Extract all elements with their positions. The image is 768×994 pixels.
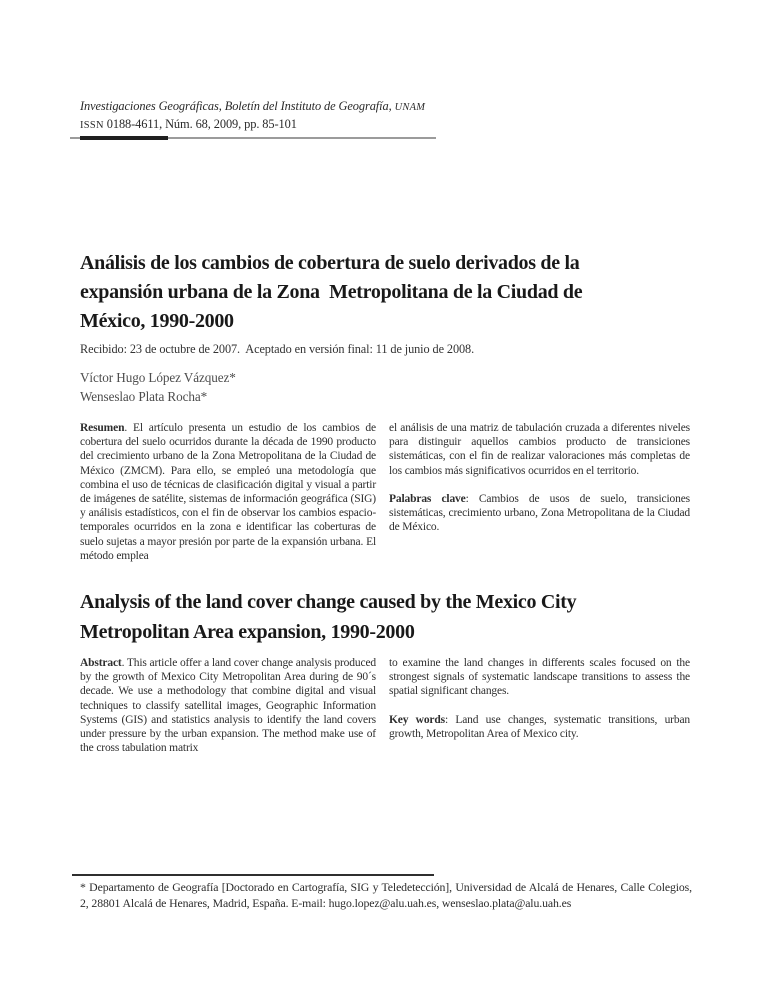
- palabras-clave-label: Palabras clave: [389, 492, 466, 505]
- english-abstract-paragraph: [80, 656, 376, 755]
- affiliation-footnote: * Departamento de Geografía [Doctorado en Cartografía, SIG y Teledetección], Universidad de Alcalá de Henares, Calle Colegios, 2, 28801 Alcalá de Henares, Madrid, España. E-mail: hugo.lopez@alu.uah.es, wenseslao.plata@alu.uah.es: [80, 880, 692, 910]
- spanish-abstract-column-right: [389, 421, 690, 563]
- spanish-keywords: [389, 492, 690, 535]
- abstract-label: Abstract: [80, 657, 122, 669]
- spanish-abstract: [80, 421, 690, 563]
- header-rule: [70, 137, 436, 139]
- palabras-clave-text: : Cambios de usos de suelo, transiciones sistemáticas, crecimiento urbano, Zona Metropolitana de la Ciudad de México.: [389, 492, 691, 534]
- english-title-line-2: Metropolitan Area expansion, 1990-2000: [80, 621, 415, 643]
- journal-org: UNAM: [394, 102, 426, 113]
- english-abstract-column-right: [389, 656, 690, 755]
- author-1: Víctor Hugo López Vázquez*: [80, 370, 236, 385]
- spanish-abstract-column-left: [80, 421, 376, 563]
- spanish-title-line-2: expansión urbana de la Zona Metropolitana de la Ciudad de: [80, 281, 583, 303]
- author-list: [80, 369, 480, 406]
- received-accepted-line: Recibido: 23 de octubre de 2007. Aceptado en versión final: 11 de junio de 2008.: [80, 342, 475, 356]
- issn-label: ISSN: [80, 120, 104, 131]
- abstract-text: . This article offer a land cover change analysis produced by the growth of Mexico City Metropolitan Area during de 90´s decade. We use a methodology that combine digital and visual techniques to classify satellital images, Geographic Information Systems (GIS) and statistics analysis to identify the land covers under pressure by the urban expansion. The method make use of the cross tabulation matrix: [80, 657, 376, 755]
- key-words-text: : Land use changes, systematic transitions, urban growth, Metropolitan Area of Mexico city.: [389, 713, 690, 740]
- english-abstract: [80, 656, 690, 755]
- key-words-label: Key words: [389, 713, 445, 726]
- footnote-rule: [72, 874, 434, 876]
- english-keywords: [389, 713, 690, 741]
- resumen-text: . El artículo presenta un estudio de los cambios de cobertura del suelo ocurridos durante la década de 1990 producto del crecimiento urbano de la Zona Metropolitana de la Ciudad de México (ZMCM). Para ello, se empleó una metodología que combina el uso de técnicas de clasificación digital y visual a partir de imágenes de satélite, sistemas de información geográfica (SIG) y análisis estadísticos, con el fin de observar los cambios espacio-temporales ocurridos en la zona e identificar las coberturas de suelo sujetas a mayor presión por parte de la expansión urbana. El método emplea: [80, 422, 376, 562]
- journal-title: Investigaciones Geográficas, Boletín del Instituto de Geografía,: [80, 99, 395, 113]
- spanish-abstract-paragraph: [80, 421, 376, 563]
- journal-name-line: [80, 99, 700, 114]
- spanish-abstract-continuation: el análisis de una matriz de tabulación cruzada a diferentes niveles para distinguir aquellos cambios producto de transiciones sistemáticas, con el fin de realizar valoraciones más completas de los cambios más significativos ocurridos en el territorio.: [389, 422, 690, 477]
- english-abstract-column-left: [80, 656, 376, 755]
- english-abstract-continuation: to examine the land changes in differents scales focused on the strongest signals of systematic landscape transitions to assess the spatial significant changes.: [389, 657, 690, 698]
- header-rule-thick-segment: [80, 136, 168, 140]
- spanish-title-line-1: Análisis de los cambios de cobertura de suelo derivados de la: [80, 252, 580, 274]
- issn-line: [80, 117, 700, 132]
- issn-info: 0188-4611, Núm. 68, 2009, pp. 85-101: [103, 117, 297, 131]
- spanish-title-line-3: México, 1990-2000: [80, 310, 234, 332]
- english-title: [80, 587, 720, 647]
- resumen-label: Resumen: [80, 422, 125, 434]
- spanish-title: [80, 249, 720, 336]
- author-2: Wenseslao Plata Rocha*: [80, 388, 208, 404]
- english-title-line-1: Analysis of the land cover change caused by the Mexico City: [80, 591, 577, 613]
